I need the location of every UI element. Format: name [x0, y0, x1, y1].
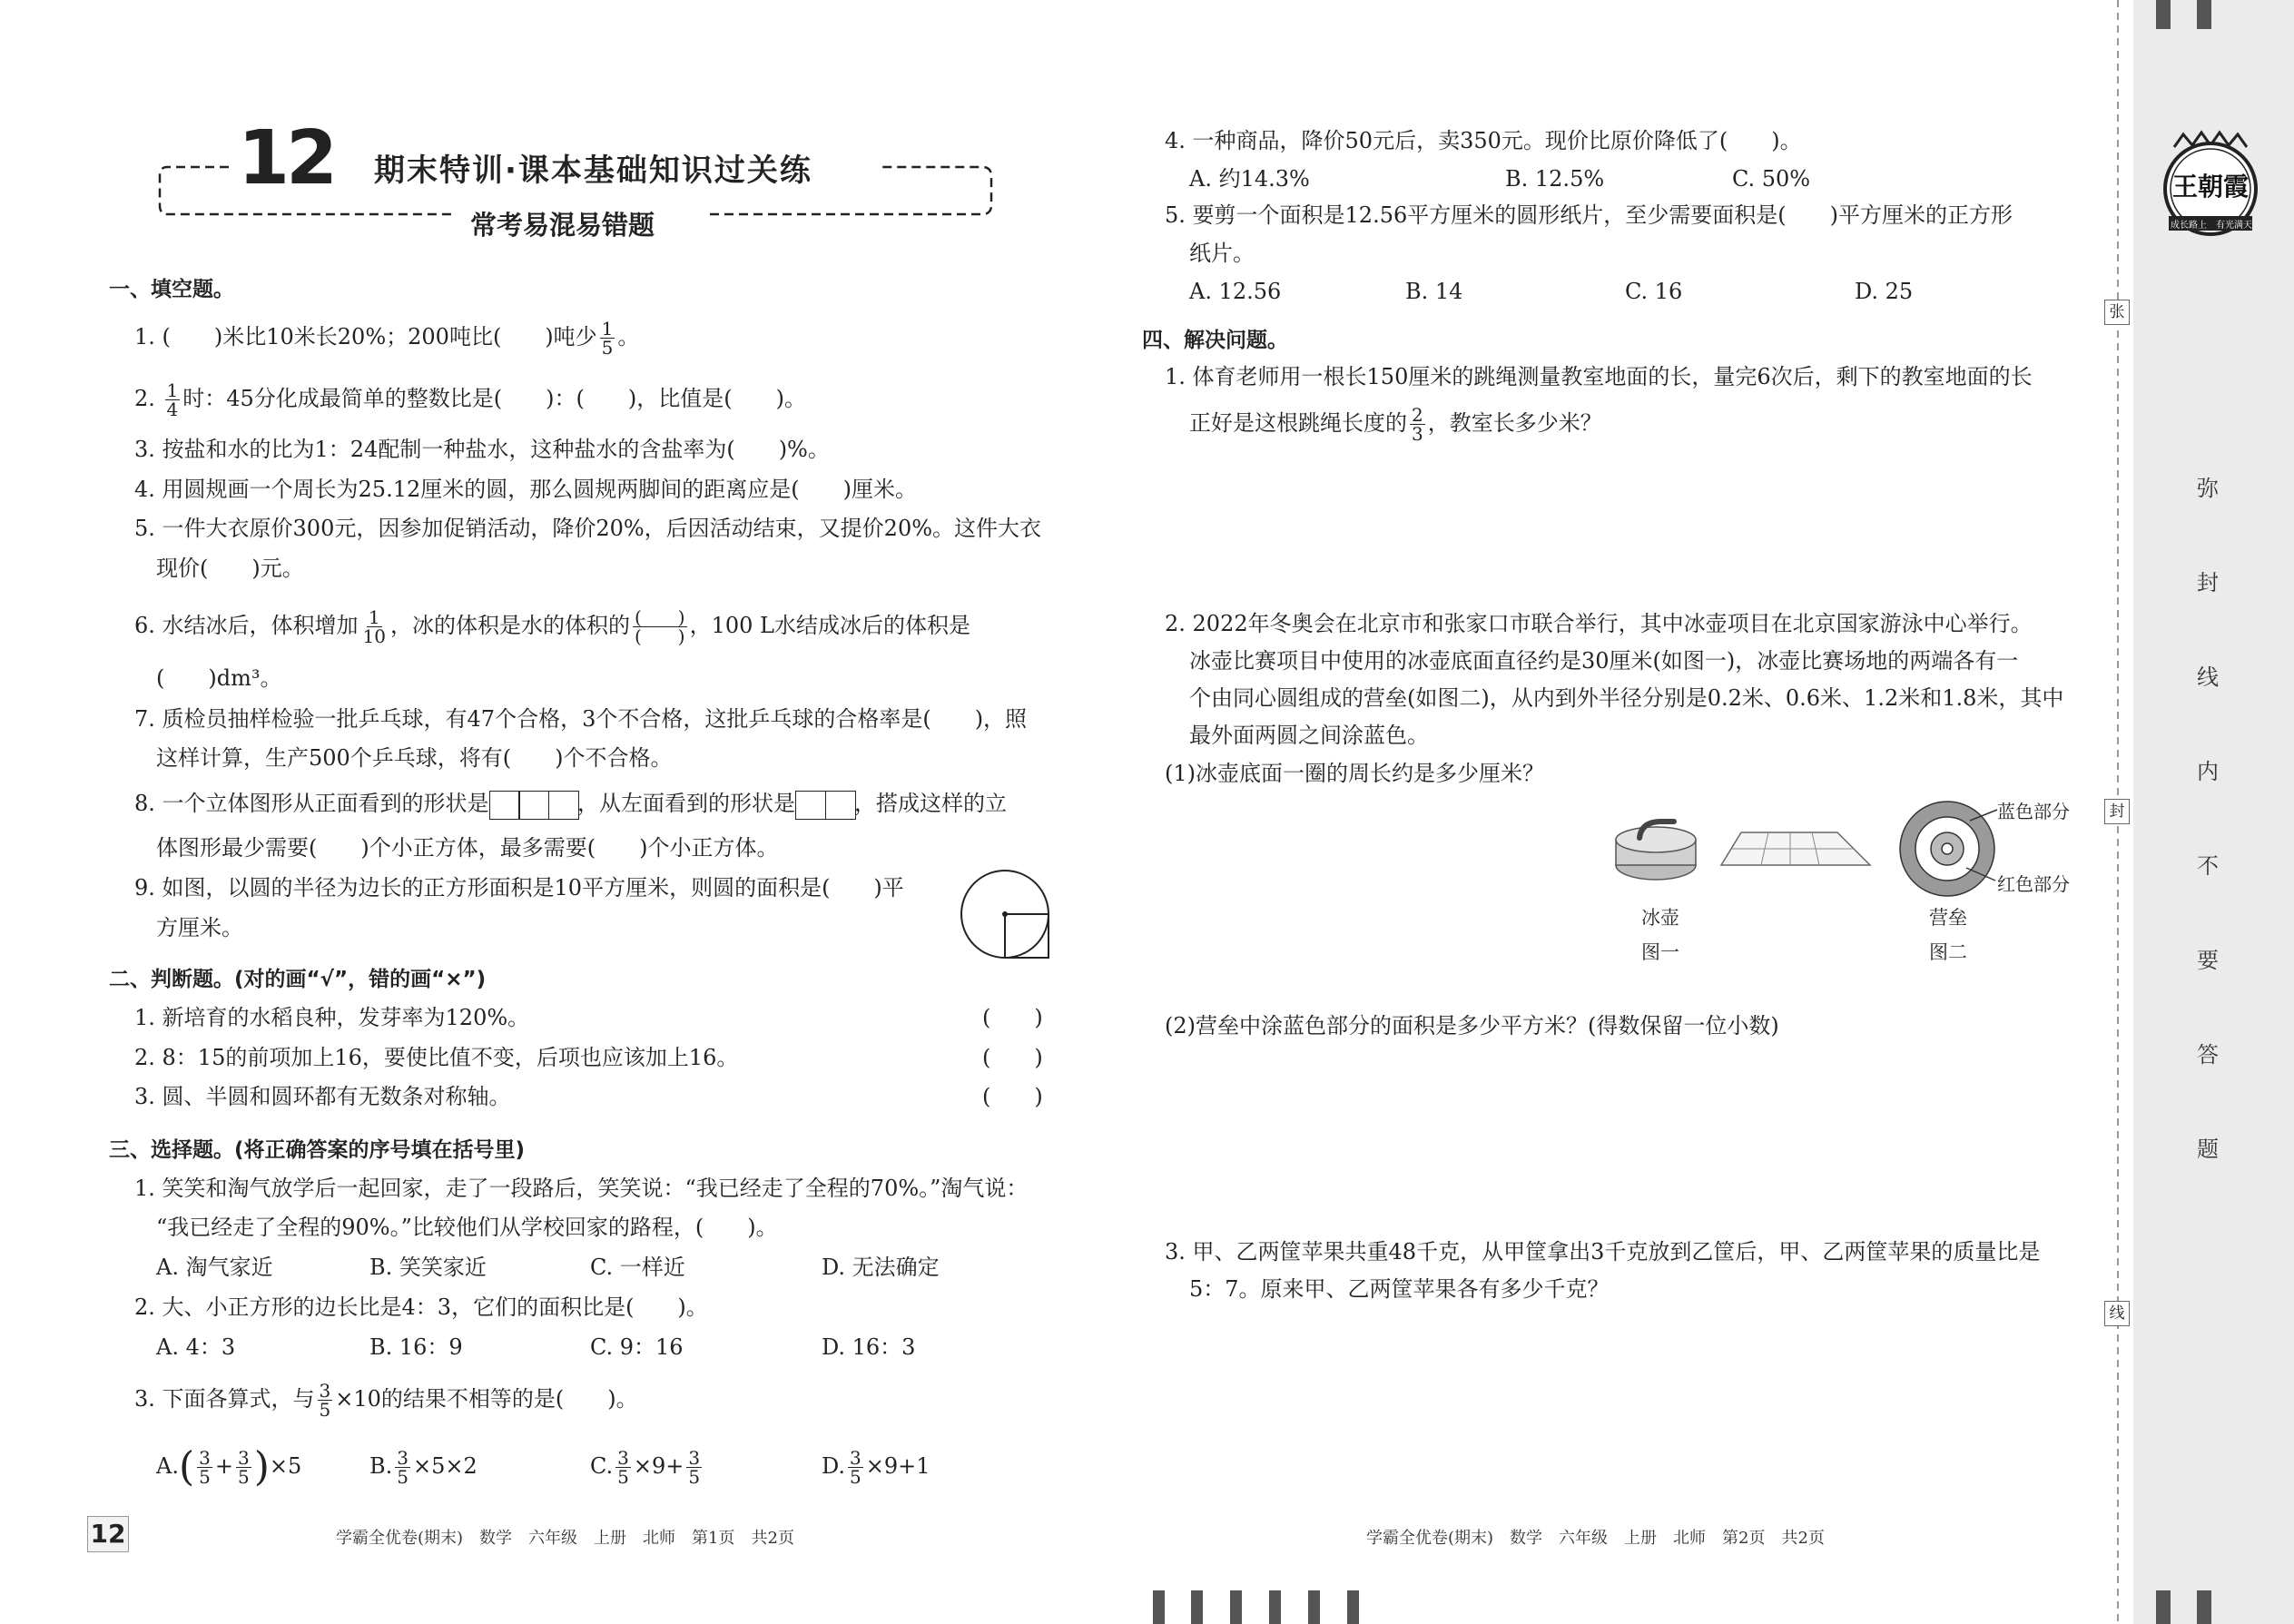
judge-item-2: 2. 8：15的前项加上16，要使比值不变，后项也应该加上16。 [134, 1045, 739, 1070]
question-1-3: 3. 按盐和水的比为1：24配制一种盐水，这种盐水的含盐率为( )%。 [134, 437, 830, 462]
registration-bar [1153, 1590, 1165, 1624]
choice-5-line2: 纸片。 [1189, 241, 1255, 266]
choice-1-option-d: D. 无法确定 [822, 1255, 940, 1280]
problem-2-line1: 2. 2022年冬奥会在北京市和张家口市联合举行，其中冰壶项目在北京国家游泳中心举行。 [1165, 611, 2033, 636]
page-number: 12 [90, 1519, 126, 1549]
circle-square-figure [958, 867, 1054, 963]
problem-3-line1: 3. 甲、乙两筐苹果共重48千克，从甲筐拿出3千克放到乙筐后，甲、乙两筐苹果的质量比是 [1165, 1239, 2041, 1265]
registration-bar [2197, 1590, 2211, 1624]
sealing-warning-char: 封 [2197, 570, 2219, 595]
figure-1-caption: 图一 [1641, 941, 1679, 963]
judge-mark-1: ( ) [982, 1005, 1043, 1030]
blue-part-label: 蓝色部分 [1997, 801, 2070, 822]
choice-5-line1: 5. 要剪一个面积是12.56平方厘米的圆形纸片，至少需要面积是( )平方厘米的正方形 [1165, 202, 2013, 228]
choice-4-option-c: C. 50% [1732, 166, 1811, 192]
page-title: 期末特训·课本基础知识过关练 [374, 153, 812, 189]
registration-bar [1230, 1590, 1242, 1624]
footer-left: 学霸全优卷(期末) 数学 六年级 上册 北师 第1页 共2页 [336, 1529, 794, 1548]
problem-2-line2: 冰壶比赛项目中使用的冰壶底面直径约是30厘米(如图一)，冰壶比赛场地的两端各有一 [1189, 648, 2019, 674]
sealing-warning-char: 答 [2197, 1042, 2219, 1068]
fraction: $\frac{1}{10}$ [362, 606, 386, 647]
registration-bar [1191, 1590, 1203, 1624]
blank-fraction: $\frac{( )}{( )}$ [634, 606, 685, 647]
sealing-warning-char: 弥 [2197, 476, 2219, 501]
judge-mark-2: ( ) [982, 1045, 1043, 1070]
logo-ribbon: 成长路上 有光满天 [2171, 221, 2252, 231]
choice-4: 4. 一种商品，降价50元后，卖350元。现价比原价降低了( )。 [1165, 128, 1802, 153]
section-title-fill-blank: 一、填空题。 [109, 278, 234, 301]
choice-2-option-d: D. 16：3 [822, 1334, 916, 1360]
problem-2-sub1: (1)冰壶底面一圈的周长约是多少厘米？ [1165, 761, 1544, 786]
question-1-5-line2: 现价( )元。 [156, 556, 304, 581]
choice-4-option-b: B. 12.5% [1505, 166, 1605, 192]
choice-1-option-c: C. 一样近 [590, 1255, 685, 1280]
seam-char: 封 [2104, 799, 2130, 824]
sealing-warning-char: 不 [2197, 853, 2219, 879]
section-title-true-false: 二、判断题。(对的画“√”，错的画“×”) [109, 968, 487, 991]
choice-5-option-a: A. 12.56 [1189, 279, 1282, 304]
sealing-warning-char: 要 [2197, 948, 2219, 973]
logo-text: 王朝霞 [2172, 172, 2250, 202]
choice-2: 2. 大、小正方形的边长比是4：3，它们的面积比是( )。 [134, 1294, 708, 1320]
choice-2-option-c: C. 9：16 [590, 1334, 684, 1360]
figure-2-label: 营垒 [1929, 907, 1967, 929]
registration-bar [1308, 1590, 1320, 1624]
fraction: $\frac{1}{4}$ [166, 379, 179, 420]
choice-3-option-b: B. $\frac{3}{5}$ ×5×2 [369, 1447, 478, 1488]
problem-1-line1: 1. 体育老师用一根长150厘米的跳绳测量教室地面的长，量完6次后，剩下的教室地面的长 [1165, 364, 2033, 389]
question-text: 1. ( )米比10米长20%；200吨比( )吨少 [134, 324, 597, 349]
fraction: $\frac{1}{5}$ [601, 318, 614, 359]
registration-bar [2197, 0, 2211, 29]
registration-bar [2156, 1590, 2171, 1624]
question-1-7-line1: 7. 质检员抽样检验一批乒乓球，有47个合格，3个不合格，这批乒乓球的合格率是( )，照 [134, 706, 1028, 732]
question-1-5-line1: 5. 一件大衣原价300元，因参加促销活动，降价20%，后因活动结束，又提价20%。这件大衣 [134, 516, 1042, 541]
choice-1-option-a: A. 淘气家近 [156, 1255, 273, 1280]
question-1-1: 1. ( )米比10米长20%；200吨比( )吨少 $\frac{1}{5}$ 。 [134, 318, 640, 359]
fraction: $\frac{3}{5}$ [319, 1380, 331, 1421]
question-1-6: 6. 水结冰后，体积增加 $\frac{1}{10}$ ，冰的体积是水的体积的 $\frac{( )}{( )}$ ，100 L水结成冰后的体积是 [134, 606, 970, 647]
question-1-9-line2: 方厘米。 [156, 915, 243, 940]
footer-right: 学霸全优卷(期末) 数学 六年级 上册 北师 第2页 共2页 [1366, 1529, 1825, 1548]
question-1-8: 8. 一个立体图形从正面看到的形状是 ，从左面看到的形状是 ，搭成这样的立 [134, 788, 1007, 820]
problem-3-line2: 5：7。原来甲、乙两筐苹果各有多少千克？ [1189, 1276, 1610, 1302]
seam-char: 线 [2104, 1301, 2130, 1326]
question-1-7-line2: 这样计算，生产500个乒乓球，将有( )个不合格。 [156, 745, 673, 771]
figure-2-caption: 图二 [1929, 941, 1967, 963]
question-1-8-line2: 体图形最少需要( )个小正方体，最多需要( )个小正方体。 [156, 835, 779, 861]
choice-5-option-d: D. 25 [1855, 279, 1914, 304]
question-1-4: 4. 用圆规画一个周长为25.12厘米的圆，那么圆规两脚间的距离应是( )厘米。 [134, 477, 917, 502]
sealing-warning-char: 题 [2197, 1137, 2219, 1162]
choice-4-option-a: A. 约14.3% [1189, 166, 1310, 192]
page-number-box [87, 1516, 129, 1552]
choice-1-option-b: B. 笑笑家近 [369, 1255, 487, 1280]
question-1-2: 2. $\frac{1}{4}$ 时：45分化成最简单的整数比是( )：( )，比值是( )。 [134, 379, 806, 420]
front-view-shape [489, 791, 578, 816]
question-1-9-line1: 9. 如图，以圆的半径为边长的正方形面积是10平方厘米，则圆的面积是( )平 [134, 875, 904, 901]
seam-char: 张 [2104, 300, 2130, 325]
curling-stone-figure [1614, 812, 1877, 885]
choice-5-option-c: C. 16 [1625, 279, 1683, 304]
section-title-problem-solving: 四、解决问题。 [1142, 329, 1288, 352]
choice-2-option-a: A. 4：3 [156, 1334, 236, 1360]
choice-3-option-a: A.( $\frac{3}{5}$ + $\frac{3}{5}$ )×5 [156, 1443, 302, 1491]
judge-item-1: 1. 新培育的水稻良种，发芽率为120%。 [134, 1005, 530, 1030]
section-title-multiple-choice: 三、选择题。(将正确答案的序号填在括号里) [109, 1138, 526, 1162]
problem-2-line3: 个由同心圆组成的营垒(如图二)，从内到外半径分别是0.2米、0.6米、1.2米和1.8米，其中 [1189, 685, 2064, 711]
sealing-warning-char: 内 [2197, 759, 2219, 784]
choice-1-line1: 1. 笑笑和淘气放学后一起回家，走了一段路后，笑笑说：“我已经走了全程的70%。”淘气说： [134, 1176, 1029, 1201]
registration-bar [2156, 0, 2171, 29]
registration-bar [1269, 1590, 1281, 1624]
problem-2-line4: 最外面两圆之间涂蓝色。 [1189, 723, 1429, 748]
choice-5-option-b: B. 14 [1405, 279, 1463, 304]
figure-1-label: 冰壶 [1641, 907, 1679, 929]
header-number: 12 [238, 115, 335, 202]
problem-2-sub2: (2)营垒中涂蓝色部分的面积是多少平方米？(得数保留一位小数) [1165, 1013, 1779, 1038]
problem-1-line2: 正好是这根跳绳长度的 $\frac{2}{3}$ ，教室长多少米？ [1189, 404, 1602, 445]
choice-3: 3. 下面各算式，与 $\frac{3}{5}$ ×10的结果不相等的是( )。 [134, 1380, 638, 1421]
red-part-label: 红色部分 [1997, 873, 2070, 895]
sealing-warning-char: 线 [2197, 664, 2219, 690]
choice-3-option-c: C. $\frac{3}{5}$ ×9+ $\frac{3}{5}$ [590, 1447, 701, 1488]
choice-3-option-d: D. $\frac{3}{5}$ ×9+1 [822, 1447, 930, 1488]
left-view-shape [795, 791, 854, 816]
choice-1-line2: “我已经走了全程的90%。”比较他们从学校回家的路程，( )。 [156, 1215, 778, 1240]
judge-item-3: 3. 圆、半圆和圆环都有无数条对称轴。 [134, 1084, 511, 1109]
question-1-6-line2: ( )dm³。 [156, 665, 282, 691]
fraction: $\frac{2}{3}$ [1412, 404, 1423, 445]
page-subtitle: 常考易混易错题 [470, 210, 655, 241]
choice-2-option-b: B. 16：9 [369, 1334, 463, 1360]
registration-bar [1347, 1590, 1359, 1624]
judge-mark-3: ( ) [982, 1084, 1043, 1109]
